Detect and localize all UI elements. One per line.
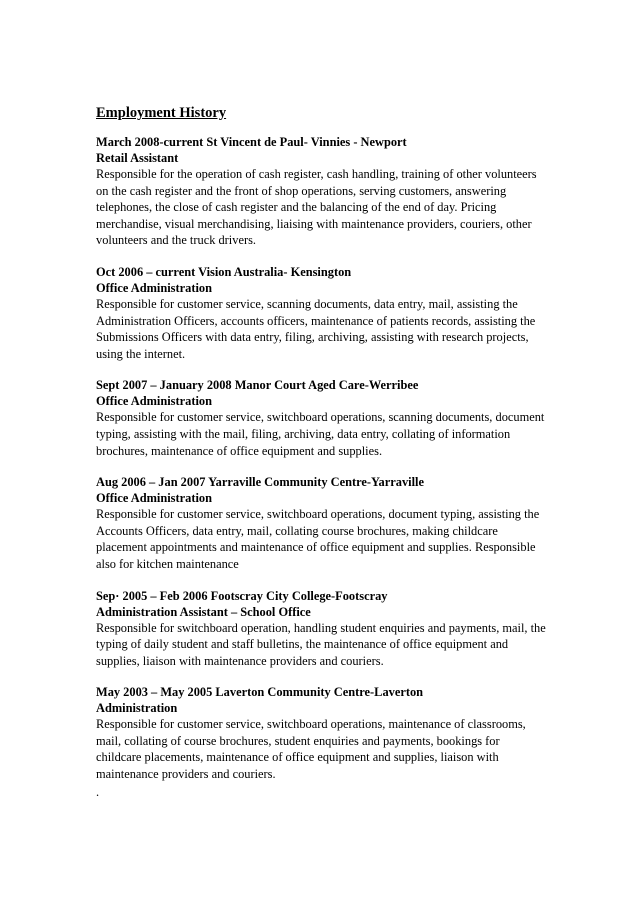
job-description: Responsible for customer service, switchboard operations, maintenance of classrooms, mail, collating of course brochures, student enquiries and payments, bookings for childcare placements, maintenance of office equipment and supplies, liaison with maintenance providers and couriers. (96, 717, 526, 782)
job-entry (96, 684, 546, 782)
job-description: Responsible for customer service, switchboard operations, scanning documents, document typing, assisting with the mail, filing, archiving, data entry, collating of information brochures, maintenance of office equipment and supplies. (96, 410, 545, 458)
job-entry (96, 264, 546, 362)
job-description: Responsible for customer service, switchboard operations, document typing, assisting the Accounts Officers, data entry, mail, collating course brochures, making childcare placement appointments and maintenance of office equipment and supplies. Responsible also for kitchen maintenance (96, 507, 540, 571)
job-entry (96, 474, 546, 572)
job-role: Office Administration (96, 280, 212, 295)
job-role: Office Administration (96, 394, 212, 409)
job-role: Administration Assistant – School Office (96, 604, 311, 619)
section-title: Employment History (96, 105, 227, 121)
job-heading: Aug 2006 – Jan 2007 Yarraville Community Centre-Yarraville (96, 475, 424, 490)
job-heading: Sept 2007 – January 2008 Manor Court Aged Care-Werribee (96, 378, 419, 393)
job-heading: Sep· 2005 – Feb 2006 Footscray City College-Footscray (96, 588, 388, 603)
job-description: Responsible for switchboard operation, handling student enquiries and payments, mail, the typing of daily student and staff bulletins, the maintenance of office equipment and supplies, liaison with maintenance providers and couriers. (96, 620, 546, 668)
job-heading: Oct 2006 – current Vision Australia- Kensington (96, 264, 352, 279)
job-description: Responsible for customer service, scanning documents, data entry, mail, assisting the Administration Officers, accounts officers, maintenance of patients records, assisting the Submissions Officers with data entry, filing, archiving, assisting with research projects, using the internet. (96, 296, 536, 361)
job-role: Retail Assistant (96, 151, 179, 165)
job-entry (96, 377, 546, 459)
job-entry (96, 134, 546, 249)
job-entry (96, 588, 546, 670)
job-heading: March 2008-current St Vincent de Paul- Vinnies - Newport (96, 135, 407, 149)
job-role: Administration (96, 701, 178, 716)
trailing-mark: . (96, 784, 100, 799)
job-role: Office Administration (96, 491, 212, 506)
document-page (96, 104, 546, 797)
job-heading: May 2003 – May 2005 Laverton Community Centre-Laverton (96, 685, 424, 700)
job-description: Responsible for the operation of cash register, cash handling, training of other volunteers on the cash register and the front of shop operations, serving customers, answering telephones, the close of cash register and the balancing of the end of day. Pricing merchandise, visual merchandising, liaising with maintenance providers, couriers, other volunteers and the truck drivers. (96, 167, 537, 248)
